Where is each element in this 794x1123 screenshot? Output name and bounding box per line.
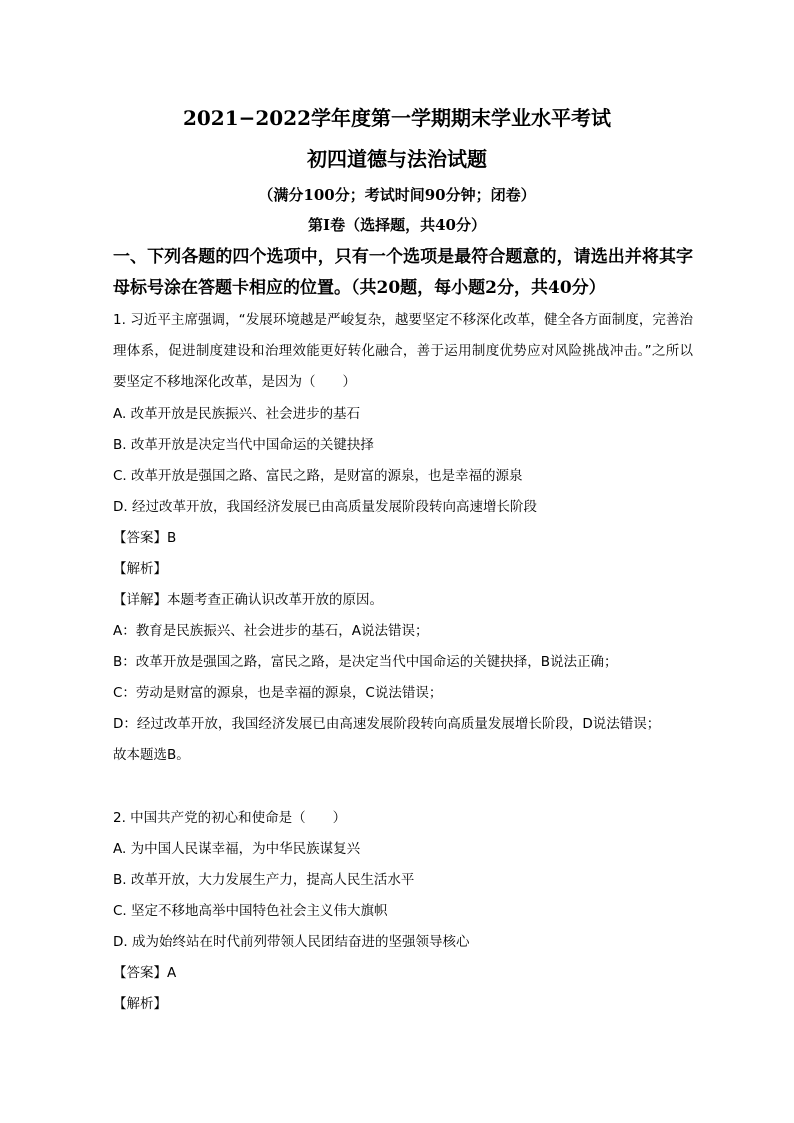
question-2-option-a: A. 为中国人民谋幸福，为中华民族谋复兴 bbox=[113, 841, 361, 857]
answer-value: A bbox=[167, 965, 177, 981]
question-1-explain-c: C：劳动是财富的源泉，也是幸福的源泉，C说法错误； bbox=[113, 685, 443, 701]
exam-info: （满分100分；考试时间90分钟；闭卷） bbox=[258, 186, 536, 204]
question-1-explain-d: D：经过改革开放，我国经济发展已由高速发展阶段转向高质量发展增长阶段，D说法错误； bbox=[113, 716, 661, 732]
question-2-option-d: D. 成为始终站在时代前列带领人民团结奋进的坚强领导核心 bbox=[113, 934, 470, 950]
question-2-answer bbox=[113, 963, 713, 983]
question-1-stem: 1. 习近平主席强调，“发展环境越是严峻复杂，越要坚定不移深化改革，健全各方面制度，完善治理体系，促进制度建设和治理效能更好转化融合，善于运用制度优势应对风险挑战冲击。”之所以要坚定不移地深化改革，是因为（ ） bbox=[113, 312, 693, 390]
answer-label: 【答案】 bbox=[113, 965, 167, 981]
question-1-answer bbox=[113, 528, 713, 548]
detail-text: 本题考查正确认识改革开放的原因。 bbox=[167, 592, 383, 608]
answer-value: B bbox=[167, 530, 177, 546]
question-2-option-b: B. 改革开放，大力发展生产力，提高人民生活水平 bbox=[113, 872, 415, 888]
question-1-option-b: B. 改革开放是决定当代中国命运的关键抉择 bbox=[113, 437, 374, 453]
question-2-stem: 2. 中国共产党的初心和使命是（ ） bbox=[113, 810, 347, 826]
answer-label: 【答案】 bbox=[113, 530, 167, 546]
section-one-instruction: 一、下列各题的四个选项中，只有一个选项是最符合题意的，请选出并将其字母标号涂在答题卡相应的位置。（共20题，每小题2分，共40分） bbox=[113, 247, 693, 298]
question-1-option-a: A. 改革开放是民族振兴、社会进步的基石 bbox=[113, 406, 361, 422]
question-1-detail bbox=[113, 590, 713, 610]
question-1-analysis-label: 【解析】 bbox=[113, 561, 167, 577]
question-1-option-d: D. 经过改革开放，我国经济发展已由高质量发展阶段转向高速增长阶段 bbox=[113, 499, 537, 515]
question-1-conclusion: 故本题选B。 bbox=[113, 747, 190, 763]
question-2-analysis-label: 【解析】 bbox=[113, 996, 167, 1012]
question-1-explain-b: B：改革开放是强国之路，富民之路，是决定当代中国命运的关键抉择，B说法正确； bbox=[113, 654, 618, 670]
question-2-option-c: C. 坚定不移地高举中国特色社会主义伟大旗帜 bbox=[113, 903, 388, 919]
exam-title: 2021−2022学年度第一学期期末学业水平考试 bbox=[182, 106, 612, 130]
part-heading: 第Ⅰ卷（选择题，共40分） bbox=[308, 216, 486, 234]
detail-label: 【详解】 bbox=[113, 592, 167, 608]
question-1-explain-a: A：教育是民族振兴、社会进步的基石，A说法错误； bbox=[113, 623, 429, 639]
question-1-option-c: C. 改革开放是强国之路、富民之路，是财富的源泉，也是幸福的源泉 bbox=[113, 468, 523, 484]
exam-subtitle: 初四道德与法治试题 bbox=[307, 147, 487, 171]
